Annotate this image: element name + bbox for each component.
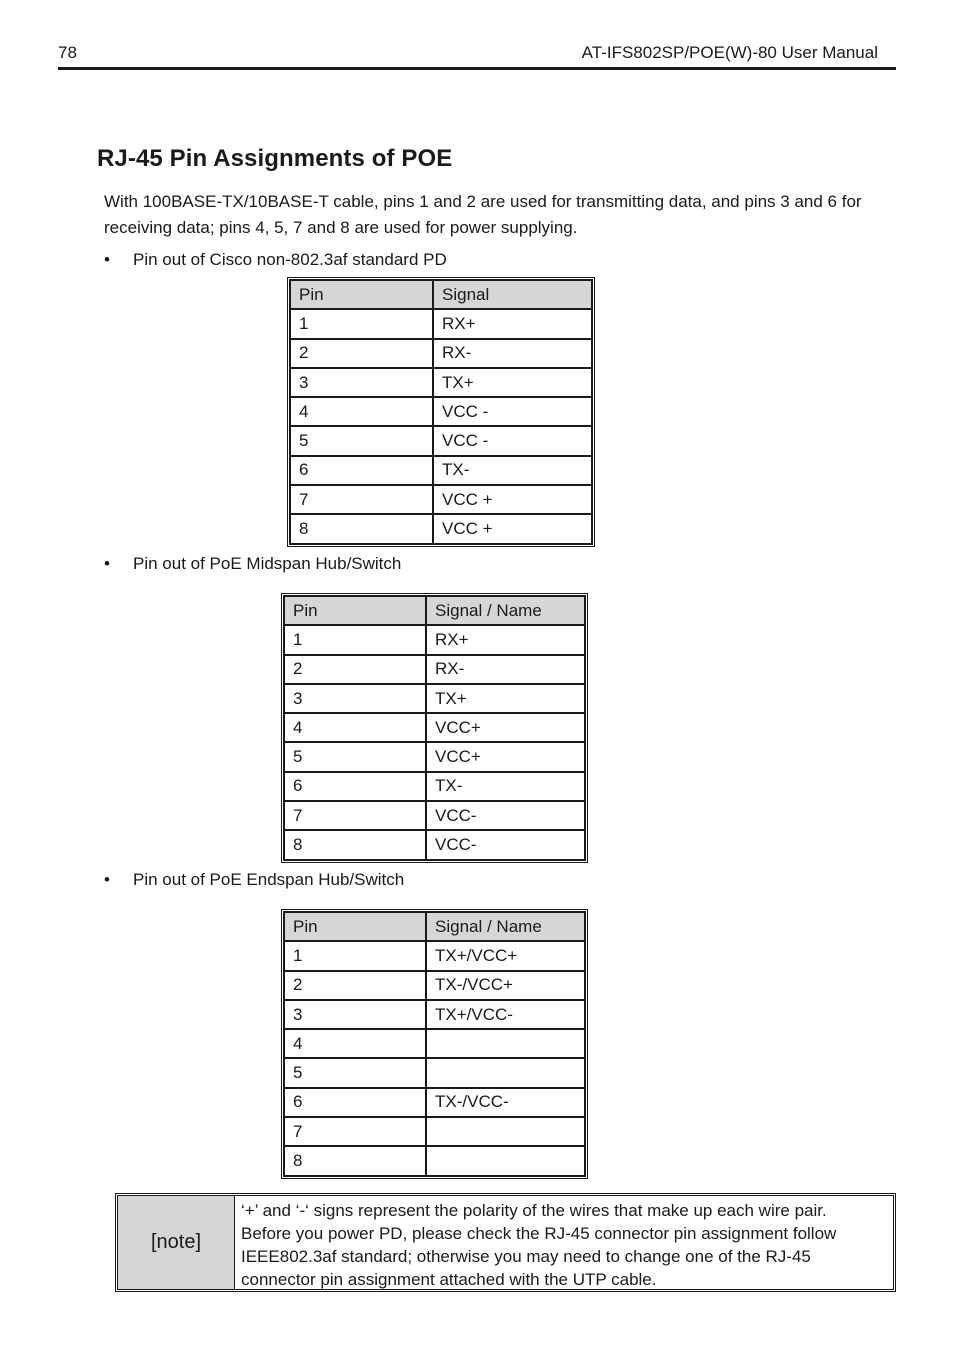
bullet-text: Pin out of PoE Midspan Hub/Switch: [133, 554, 402, 573]
table-row: [290, 456, 592, 485]
signal-cell: TX-: [426, 772, 585, 801]
note-line: ‘+’ and ‘-‘ signs represent the polarity of the wires that make up each wire pair.: [241, 1201, 827, 1220]
signal-cell: TX+: [426, 684, 585, 713]
bullet-dot: •: [104, 250, 110, 269]
header-pin: Pin: [284, 596, 426, 625]
pin-cell: 6: [284, 772, 426, 801]
signal-cell: RX+: [433, 309, 592, 338]
pin-cell: 5: [284, 1058, 426, 1087]
page-header: [58, 42, 896, 70]
page-number: 78: [58, 43, 77, 62]
table-row: [290, 339, 592, 368]
signal-cell: TX-: [433, 456, 592, 485]
header-signal: Signal: [433, 280, 592, 309]
signal-cell: RX-: [433, 339, 592, 368]
pin-cell: 4: [284, 1029, 426, 1058]
table-row: [284, 1117, 585, 1146]
note-line: connector pin assignment attached with the UTP cable.: [241, 1270, 657, 1289]
table-header-row: [290, 280, 592, 309]
signal-cell: TX+: [433, 368, 592, 397]
pin-cell: 2: [290, 339, 433, 368]
pin-cell: 5: [290, 426, 433, 455]
table-row: [290, 514, 592, 543]
endspan-pin-table: [281, 909, 588, 1179]
signal-cell: [426, 1029, 585, 1058]
pin-cell: 6: [284, 1088, 426, 1117]
table-row: [290, 485, 592, 514]
table-row: [284, 625, 585, 654]
pin-cell: 3: [290, 368, 433, 397]
bullet-cisco-pd: [104, 249, 447, 271]
note-label: [note]: [118, 1196, 235, 1289]
bullet-text: Pin out of Cisco non-802.3af standard PD: [133, 250, 447, 269]
table-row: [290, 309, 592, 338]
table-header-row: [284, 912, 585, 941]
signal-cell: RX-: [426, 655, 585, 684]
signal-cell: [426, 1146, 585, 1175]
pin-cell: 6: [290, 456, 433, 485]
manual-title: AT-IFS802SP/POE(W)-80 User Manual: [581, 43, 878, 62]
bullet-midspan: [104, 553, 401, 575]
table-header-row: [284, 596, 585, 625]
pin-cell: 4: [290, 397, 433, 426]
table-row: [284, 684, 585, 713]
bullet-dot: •: [104, 554, 110, 573]
table-row: [284, 1088, 585, 1117]
table-row: [284, 1146, 585, 1175]
bullet-endspan: [104, 869, 404, 891]
header-pin: Pin: [290, 280, 433, 309]
table-row: [284, 713, 585, 742]
signal-cell: VCC +: [433, 485, 592, 514]
pin-cell: 8: [290, 514, 433, 543]
pin-cell: 7: [284, 1117, 426, 1146]
table-row: [290, 426, 592, 455]
note-text: [235, 1196, 893, 1289]
table-row: [284, 1000, 585, 1029]
bullet-dot: •: [104, 870, 110, 889]
cisco-pd-pin-table: [287, 277, 595, 547]
pin-cell: 1: [284, 625, 426, 654]
bullet-text: Pin out of PoE Endspan Hub/Switch: [133, 870, 405, 889]
signal-cell: TX-/VCC+: [426, 971, 585, 1000]
pin-cell: 7: [284, 801, 426, 830]
header-signal: Signal / Name: [426, 912, 585, 941]
pin-cell: 1: [290, 309, 433, 338]
signal-cell: VCC -: [433, 397, 592, 426]
table-row: [284, 971, 585, 1000]
table-row: [284, 1029, 585, 1058]
header-signal: Signal / Name: [426, 596, 585, 625]
signal-cell: VCC -: [433, 426, 592, 455]
signal-cell: TX-/VCC-: [426, 1088, 585, 1117]
table-row: [284, 655, 585, 684]
table-row: [284, 742, 585, 771]
table-row: [284, 941, 585, 970]
signal-cell: TX+/VCC-: [426, 1000, 585, 1029]
header-pin: Pin: [284, 912, 426, 941]
table-row: [290, 368, 592, 397]
table-row: [284, 830, 585, 859]
pin-cell: 8: [284, 830, 426, 859]
signal-cell: RX+: [426, 625, 585, 654]
midspan-pin-table: [281, 593, 588, 863]
signal-cell: VCC-: [426, 830, 585, 859]
section-title: RJ-45 Pin Assignments of POE: [97, 145, 453, 172]
note-box: [115, 1193, 896, 1292]
note-line: IEEE802.3af standard; otherwise you may need to change one of the RJ-45: [241, 1247, 811, 1266]
table-row: [284, 801, 585, 830]
table-row: [290, 397, 592, 426]
signal-cell: VCC-: [426, 801, 585, 830]
pin-cell: 7: [290, 485, 433, 514]
pin-cell: 1: [284, 941, 426, 970]
pin-cell: 5: [284, 742, 426, 771]
signal-cell: VCC+: [426, 713, 585, 742]
signal-cell: VCC+: [426, 742, 585, 771]
table-row: [284, 1058, 585, 1087]
pin-cell: 3: [284, 1000, 426, 1029]
signal-cell: VCC +: [433, 514, 592, 543]
note-line: Before you power PD, please check the RJ-45 connector pin assignment follow: [241, 1224, 837, 1243]
signal-cell: TX+/VCC+: [426, 941, 585, 970]
intro-paragraph: With 100BASE-TX/10BASE-T cable, pins 1 and 2 are used for transmitting data, and pins 3 and 6 for receiving data; pins 4, 5, 7 and 8 are used for power supplying.: [104, 192, 862, 237]
signal-cell: [426, 1058, 585, 1087]
pin-cell: 4: [284, 713, 426, 742]
pin-cell: 8: [284, 1146, 426, 1175]
pin-cell: 2: [284, 655, 426, 684]
signal-cell: [426, 1117, 585, 1146]
pin-cell: 3: [284, 684, 426, 713]
pin-cell: 2: [284, 971, 426, 1000]
table-row: [284, 772, 585, 801]
